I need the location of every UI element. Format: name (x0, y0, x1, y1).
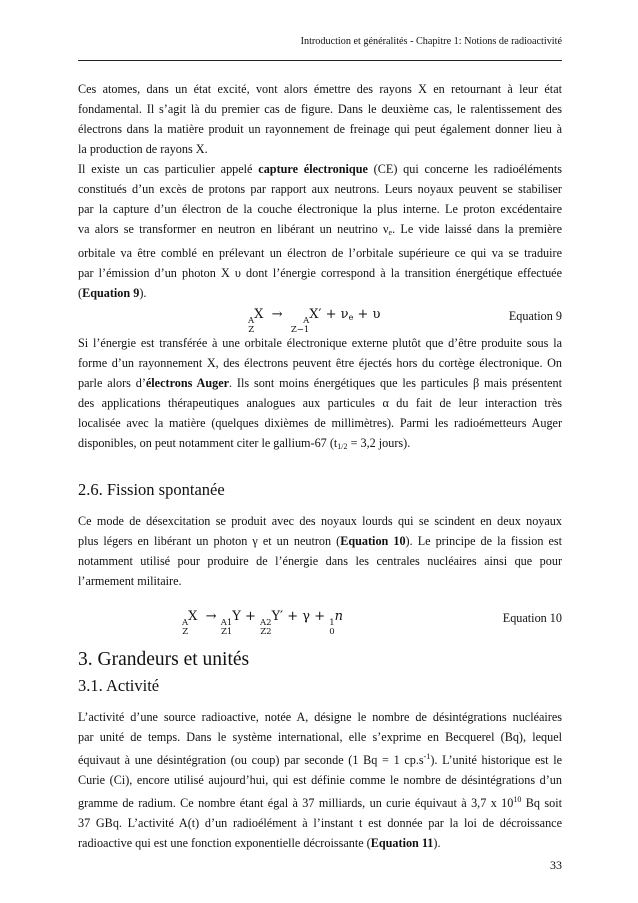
text-line: plus légers en libérant un photon γ et un neutron (Equation 10). Le principe de la fission est (78, 534, 562, 548)
bold-term: capture électronique (258, 162, 368, 176)
text-line: par la capture d’un électron de la couche électronique la plus interne. Le proton excédentaire (78, 202, 562, 216)
text-line: la production de rayons X. (78, 142, 208, 156)
paragraph-auger (78, 333, 562, 457)
section-heading-3-1: 3.1. Activité (78, 676, 160, 695)
bold-term: électrons Auger (145, 376, 230, 390)
text-line: gramme de radium. Ce nombre étant égal à 37 milliards, un curie équivaut à 3,7 x $10^{10}$ Bq soit (78, 795, 562, 810)
nuclide: A2 Z2 Y′ (260, 609, 284, 637)
page-content (78, 79, 562, 853)
text-line: constitués d’un excès de protons par rapport aux neutrons. Leurs noyaux peuvent se stabiliser (78, 182, 562, 196)
equation-label: Equation 10 (502, 611, 562, 625)
text-line: orbitale va être comblé en prélevant un électron de l’orbitale supérieure ce qui va se traduire (78, 246, 562, 260)
header-rule (78, 60, 562, 61)
paragraph-electron-capture (78, 159, 562, 303)
text-line: Si l’énergie est transférée à une orbitale électronique externe plutôt que d’être produite sous la (78, 336, 562, 350)
text-line: radioactive qui est une fonction exponentielle décroissante (Equation 11). (78, 836, 441, 850)
paragraph-fission (78, 511, 562, 591)
equation-9-formula: A Z X → A Z−1 $X' + \nu_e + \upsilon$ (248, 307, 381, 335)
text-line: (Equation 9). (78, 286, 147, 300)
text-line: Ces atomes, dans un état excité, vont alors émettre des rayons X en retournant à leur état (78, 82, 562, 96)
text-line: par unité de temps. Dans le système international, elle s’exprime en Becquerel (Bq), lequel (78, 730, 562, 744)
nuclide: A Z X (248, 307, 264, 335)
arrow: → (205, 609, 217, 624)
text-line: par l’émission d’un photon X υ dont l’énergie correspond à la transition énergétique effectuée (78, 266, 562, 280)
text-line: notamment utilisé pour produire de l’énergie dans les centrales nucléaires ainsi que pour (78, 554, 562, 568)
text-line: l’armement militaire. (78, 574, 182, 588)
equation-ref: Equation 10 (340, 534, 406, 548)
arrow: → (271, 307, 283, 322)
running-header: Introduction et généralités - Chapitre 1: Notions de radioactivité (300, 36, 562, 47)
text-line: Curie (Ci), encore utilisé aujourd’hui, qui est définie comme le nombre de désintégrations d’un (78, 773, 562, 787)
text-line: électrons dans la matière produit un rayonnement de freinage qui peut également donner lieu à (78, 122, 562, 136)
equation-ref: Equation 11 (370, 836, 434, 850)
page-number: 33 (550, 858, 562, 872)
equation-10 (78, 605, 562, 637)
equation-ref: Equation 9 (82, 286, 140, 300)
equation-label: Equation 9 (508, 309, 562, 323)
section-heading-3: 3. Grandeurs et unités (78, 649, 250, 670)
paragraph-x-rays (78, 79, 562, 159)
text-line: disponibles, on peut notamment citer le gallium-67 ($t_{1/2} = 3,2$ jours). (78, 436, 411, 451)
nuclide: 1 0 n (329, 609, 344, 637)
paragraph-activity (78, 707, 562, 853)
text-line: fondamental. Il s’agit là du premier cas de figure. Dans le deuxième cas, le ralentissement des (78, 102, 562, 116)
section-heading-2-6: 2.6. Fission spontanée (78, 480, 225, 499)
text-line: équivaut à une désintégration (ou coup) par seconde (1 Bq = 1 $cp.s^{-1}$). L’unité historique est le (78, 752, 562, 767)
nuclide: A Z−1 X′ (290, 307, 322, 335)
text-line: L’activité d’une source radioactive, notée A, désigne le nombre de désintégrations nucléaires (78, 710, 562, 724)
equation-9 (78, 303, 562, 335)
text-line: va alors se transformer en neutron en libérant un neutrino $\nu_e$. Le vide laissé dans la première (78, 222, 562, 237)
equation-10-formula: A Z X → A1 Z1 Y + A2 Z2 Y′ + γ + 1 0 n (182, 609, 344, 637)
text-line: parle alors d’électrons Auger. Ils sont moins énergétiques que les particules β mais présentent (78, 376, 562, 390)
text-line: des applications thérapeutiques analogues aux particules α du fait de leur interaction très (78, 396, 562, 410)
text-line: forme d’un rayonnement X, des électrons peuvent être éjectés hors du cortège électronique. On (78, 356, 562, 370)
nuclide: A Z X (182, 609, 198, 637)
text-line: Ce mode de désexcitation se produit avec des noyaux lourds qui se scindent en deux noyaux (78, 514, 562, 528)
text-line: 37 GBq. L’activité A(t) d’un radioélément à l’instant t est donnée par la loi de décroissance (78, 816, 562, 830)
text-line: Il existe un cas particulier appelé capture électronique (CE) qui concerne les radioéléments (78, 162, 562, 176)
text-line: localisée avec la matière (quelques dixièmes de millimètres). Parmi les radioémetteurs Auger (78, 416, 562, 430)
nuclide: A1 Z1 Y (220, 609, 241, 637)
